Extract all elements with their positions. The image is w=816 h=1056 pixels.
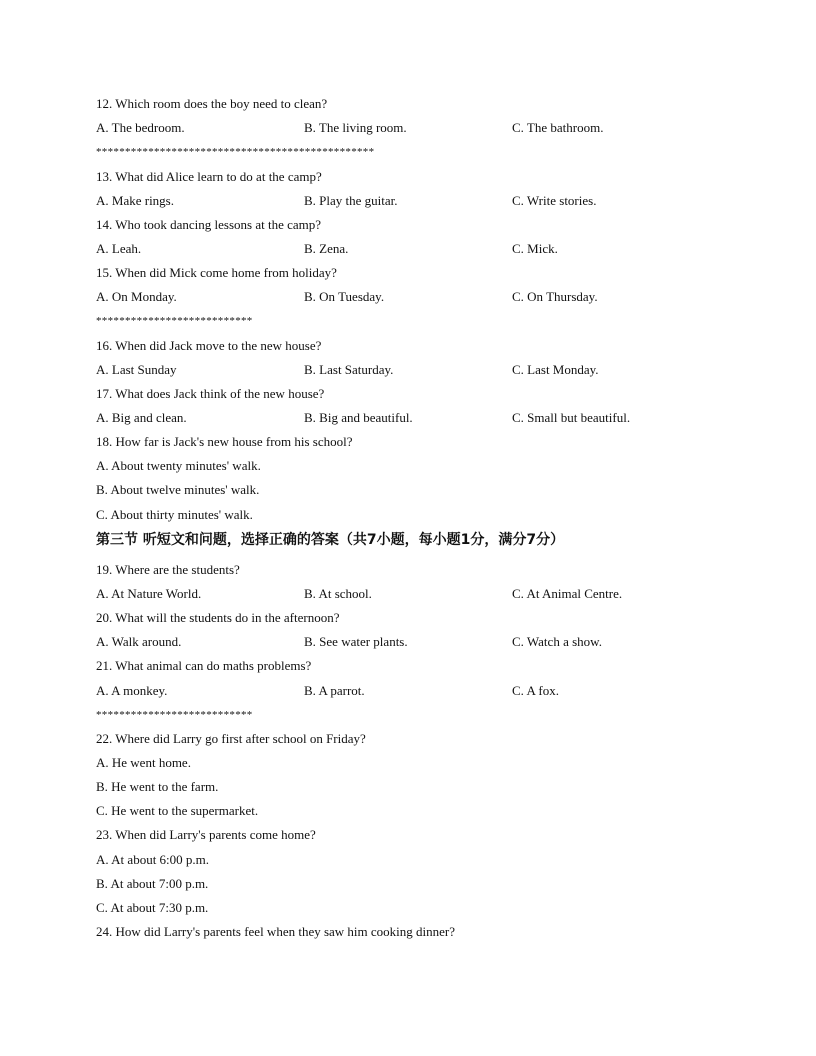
q13-option-a: A. Make rings. [96,193,174,208]
q15-option-a: A. On Monday. [96,289,177,304]
question-21: 21. What animal can do maths problems? [96,658,312,673]
separator-stars: *************************** [96,709,253,721]
q19-option-c: C. At Animal Centre. [512,586,623,601]
question-13: 13. What did Alice learn to do at the camp? [96,169,322,184]
q18-option-c: C. About thirty minutes' walk. [96,507,253,522]
question-19: 19. Where are the students? [96,562,240,577]
q20-option-a: A. Walk around. [96,634,182,649]
q21-option-c: C. A fox. [512,683,559,698]
q12-option-b: B. The living room. [304,120,407,135]
q23-option-c: C. At about 7:30 p.m. [96,900,209,915]
q15-option-c: C. On Thursday. [512,289,598,304]
q22-option-a: A. He went home. [96,755,191,770]
q18-option-a: A. About twenty minutes' walk. [96,458,261,473]
section-heading: 第三节 听短文和问题，选择正确的答案（共7小题，每小题1分，满分7分） [96,532,565,548]
q21-option-a: A. A monkey. [96,683,168,698]
question-17: 17. What does Jack think of the new house? [96,386,325,401]
q14-option-b: B. Zena. [304,241,349,256]
question-18: 18. How far is Jack's new house from his school? [96,434,353,449]
question-20: 20. What will the students do in the afternoon? [96,610,340,625]
q16-option-b: B. Last Saturday. [304,362,394,377]
separator-stars: *************************** [96,315,253,327]
q23-option-b: B. At about 7:00 p.m. [96,876,209,891]
q14-option-c: C. Mick. [512,241,558,256]
q14-option-a: A. Leah. [96,241,142,256]
separator-stars: ************************************************ [96,146,375,158]
q21-option-b: B. A parrot. [304,683,365,698]
question-15: 15. When did Mick come home from holiday? [96,265,337,280]
q12-option-c: C. The bathroom. [512,120,604,135]
q16-option-a: A. Last Sunday [96,362,177,377]
question-22: 22. Where did Larry go first after school on Friday? [96,731,366,746]
q20-option-b: B. See water plants. [304,634,408,649]
q17-option-a: A. Big and clean. [96,410,187,425]
q19-option-a: A. At Nature World. [96,586,202,601]
q22-option-c: C. He went to the supermarket. [96,803,259,818]
q22-option-b: B. He went to the farm. [96,779,219,794]
q18-option-b: B. About twelve minutes' walk. [96,482,260,497]
q16-option-c: C. Last Monday. [512,362,599,377]
q13-option-b: B. Play the guitar. [304,193,398,208]
question-14: 14. Who took dancing lessons at the camp? [96,217,322,232]
q12-option-a: A. The bedroom. [96,120,185,135]
question-24: 24. How did Larry's parents feel when they saw him cooking dinner? [96,924,456,939]
q15-option-b: B. On Tuesday. [304,289,385,304]
q17-option-c: C. Small but beautiful. [512,410,631,425]
question-16: 16. When did Jack move to the new house? [96,338,322,353]
q20-option-c: C. Watch a show. [512,634,602,649]
question-23: 23. When did Larry's parents come home? [96,827,316,842]
q13-option-c: C. Write stories. [512,193,597,208]
q17-option-b: B. Big and beautiful. [304,410,413,425]
q19-option-b: B. At school. [304,586,372,601]
question-12: 12. Which room does the boy need to clean? [96,96,328,111]
q23-option-a: A. At about 6:00 p.m. [96,852,210,867]
